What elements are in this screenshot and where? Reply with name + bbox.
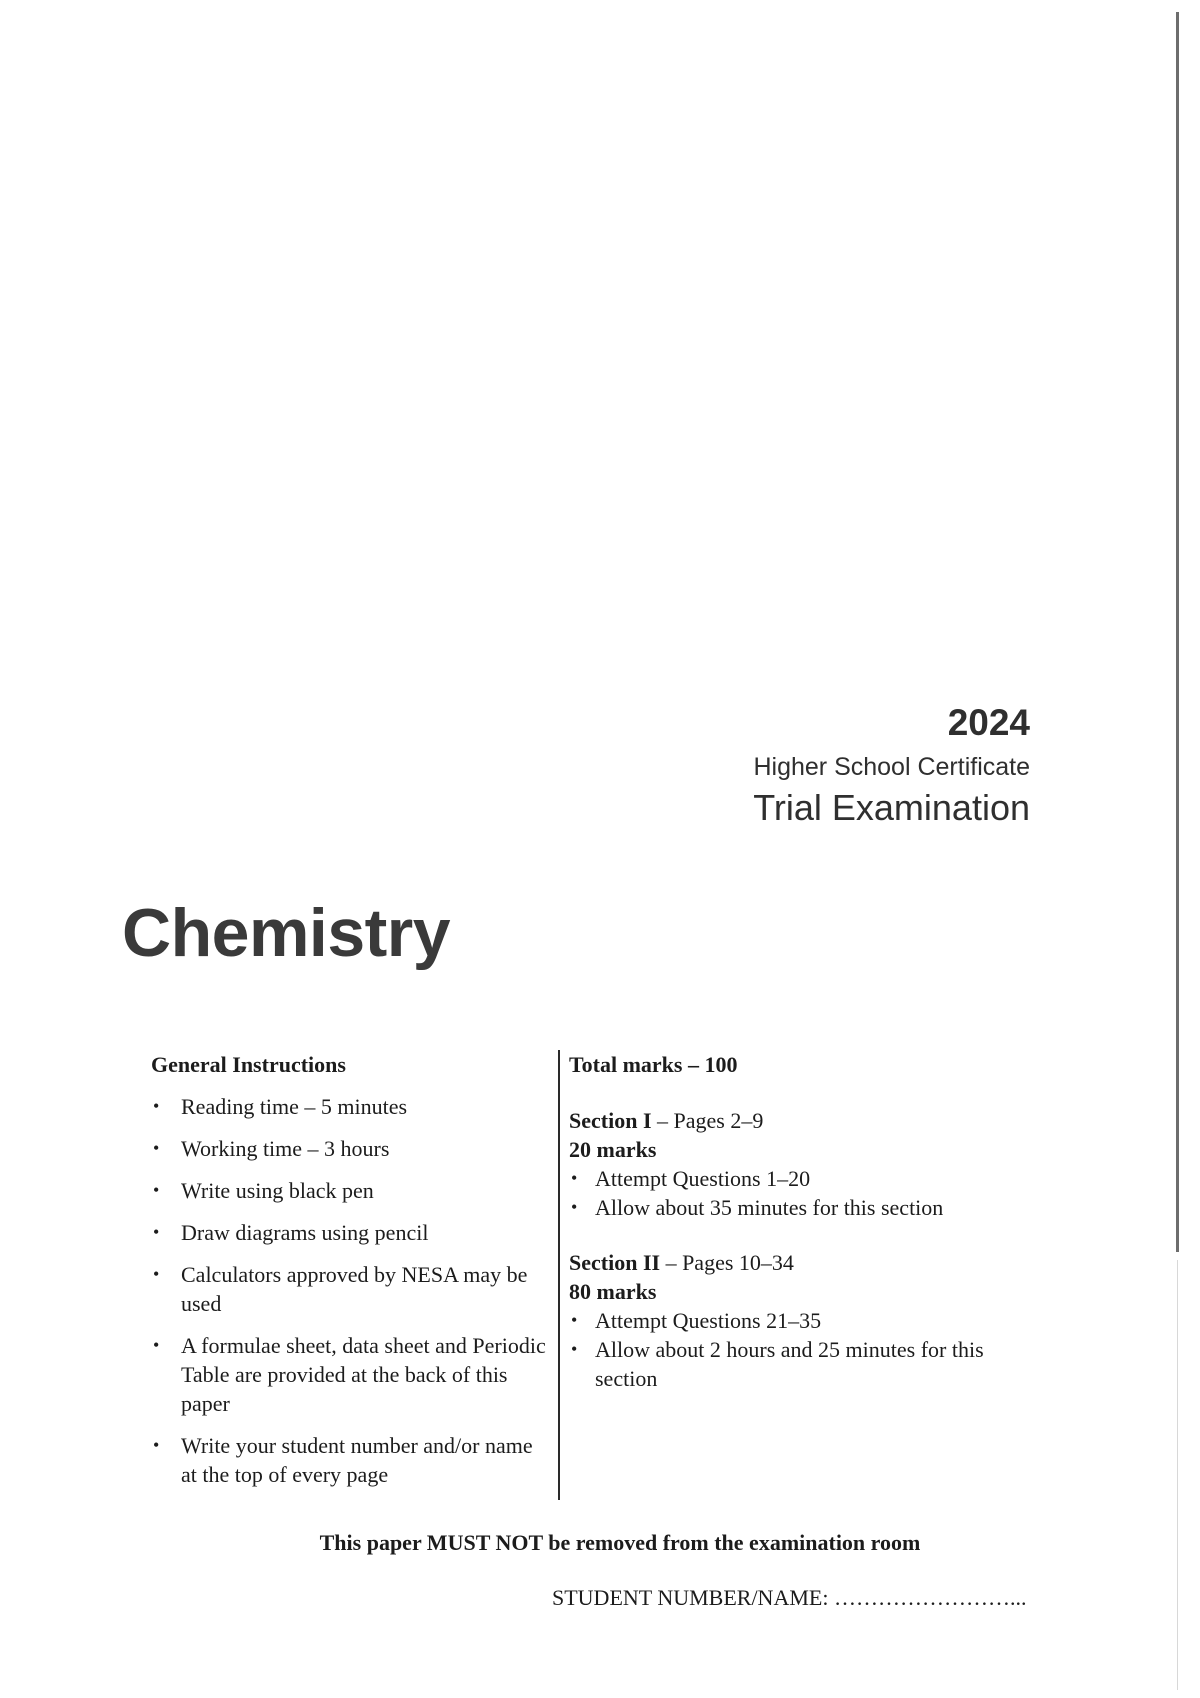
section-marks: 20 marks <box>569 1137 657 1162</box>
instruction-item: • Write your student number and/or name at the top of every page <box>151 1431 551 1489</box>
instruction-item: • Calculators approved by NESA may be used <box>151 1260 551 1318</box>
section-name: Section I <box>569 1108 652 1133</box>
section-one <box>569 1106 1039 1222</box>
section-marks: 80 marks <box>569 1279 657 1304</box>
certificate-title: Higher School Certificate <box>753 753 1030 781</box>
general-instructions <box>151 1050 551 1502</box>
section-pages: – Pages 10–34 <box>660 1250 794 1275</box>
section-instruction-item: • Allow about 35 minutes for this section <box>569 1193 1039 1222</box>
instruction-item: • A formulae sheet, data sheet and Periodic Table are provided at the back of this paper <box>151 1331 551 1418</box>
instruction-item: • Reading time – 5 minutes <box>151 1092 551 1121</box>
instruction-item: • Write using black pen <box>151 1176 551 1205</box>
instructions-list <box>151 1092 551 1489</box>
section-title <box>569 1106 1039 1135</box>
exam-header <box>753 702 1030 829</box>
exam-year: 2024 <box>947 702 1030 743</box>
section-title <box>569 1248 1039 1277</box>
marks-info <box>569 1050 1039 1419</box>
column-divider <box>558 1050 560 1500</box>
instructions-heading: General Instructions <box>151 1052 346 1077</box>
section-instruction-item: • Allow about 2 hours and 25 minutes for this section <box>569 1335 1039 1393</box>
section-instructions <box>569 1306 1039 1393</box>
instruction-item: • Working time – 3 hours <box>151 1134 551 1163</box>
section-instruction-item: • Attempt Questions 21–35 <box>569 1306 1039 1335</box>
section-name: Section II <box>569 1250 661 1275</box>
student-field[interactable]: ……………………... <box>833 1585 1027 1610</box>
section-pages: – Pages 2–9 <box>651 1108 764 1133</box>
student-label: STUDENT NUMBER/NAME: <box>552 1585 829 1610</box>
section-instruction-item: • Attempt Questions 1–20 <box>569 1164 1039 1193</box>
subject-title: Chemistry <box>122 895 451 971</box>
instruction-item: • Draw diagrams using pencil <box>151 1218 551 1247</box>
scan-edge-line-faint <box>1177 1260 1178 1690</box>
section-two <box>569 1248 1039 1393</box>
student-number-line <box>552 1583 1026 1613</box>
removal-warning: This paper MUST NOT be removed from the examination room <box>319 1530 921 1555</box>
exam-title: Trial Examination <box>753 787 1030 828</box>
total-marks: Total marks – 100 <box>569 1052 738 1077</box>
scan-edge-line <box>1176 12 1179 1252</box>
section-instructions <box>569 1164 1039 1222</box>
